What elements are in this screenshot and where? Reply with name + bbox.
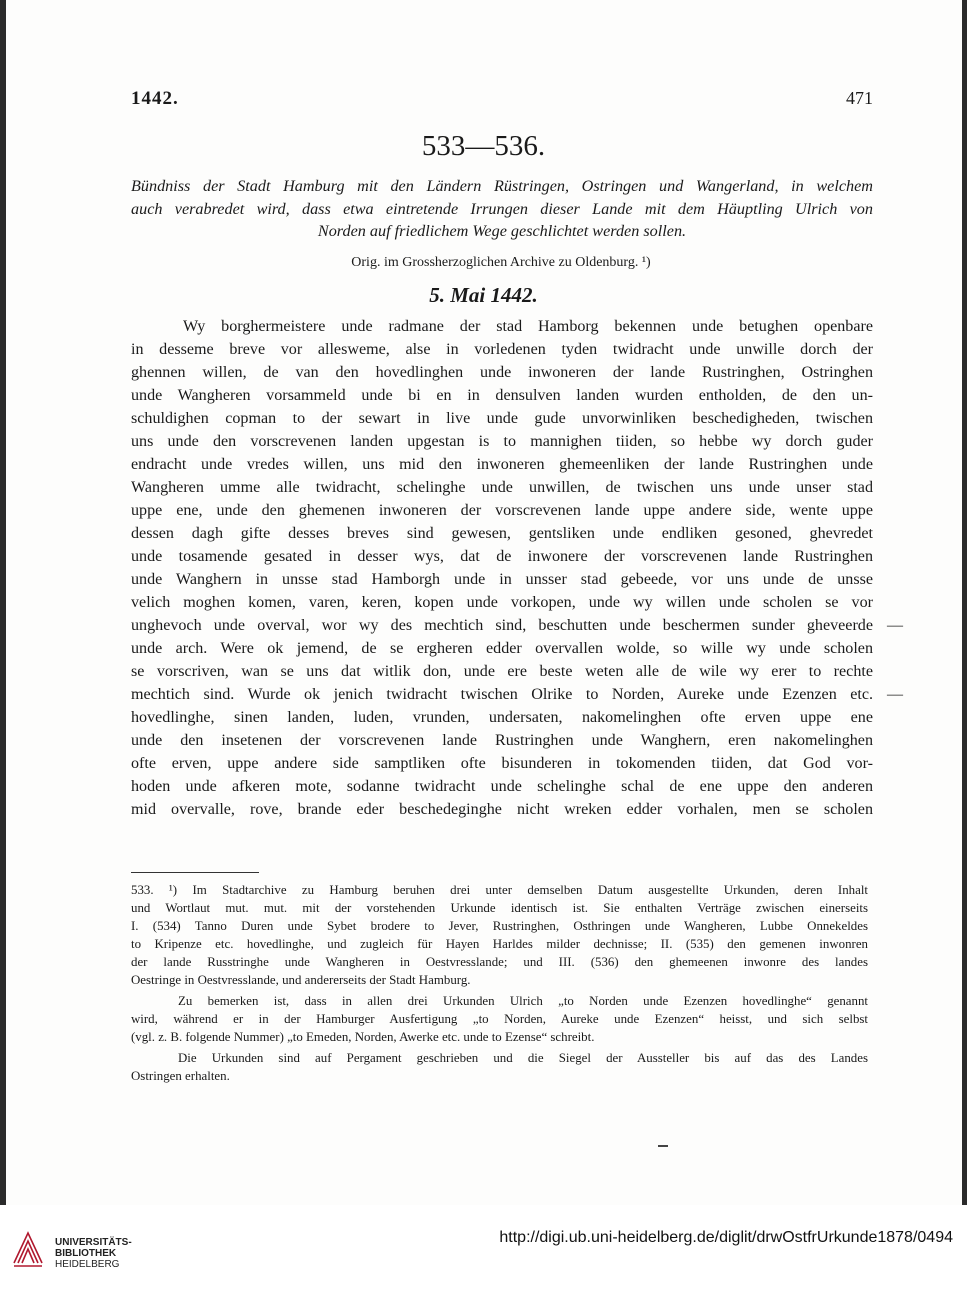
- body-line: Wangheren umme alle twidracht, schelinghe unde unwillen, de twischen uns unde unser stad: [131, 479, 873, 496]
- footnote-line: Oestringe in Oestvresslande, und andererseits der Stadt Hamburg.: [131, 973, 471, 987]
- footnote-line: I. (534) Tanno Duren unde Sybet brodere to Jever, Rustringhen, Osthringen unde Wangheren, Lubbe Onnekeldes: [131, 919, 868, 933]
- footnote-line: Ostringen erhalten.: [131, 1069, 230, 1083]
- footnote-line: wird, während er in der Hamburger Ausfertigung „to Norden, Aureke unde Ezenzen“ heisst, und sich selbst: [131, 1012, 868, 1026]
- body-line: unde tosamende gesated in desser wys, dat de inwonere der vorscrevenen lande Rustringhen: [131, 548, 873, 565]
- library-name-line: BIBLIOTHEK: [55, 1248, 117, 1259]
- library-name-line: UNIVERSITÄTS-: [55, 1237, 132, 1248]
- footnote-line: und Wortlaut mut. mut. mit der vorstehenden Urkunde identisch ist. Sie enthalten Verträge zwischen einerseits: [131, 901, 868, 915]
- title-line: Norden auf friedlichem Wege geschlichtet werden sollen.: [317, 222, 687, 240]
- body-line: se vorscriven, wan se uns dat witlik don, unde ere beste weten alle de wile wy erer to rechte: [131, 663, 873, 680]
- origin-note: Orig. im Grossherzoglichen Archive zu Oldenburg. ¹): [351, 255, 651, 270]
- document-number: 533—536.: [421, 130, 546, 162]
- body-line: unde Wangheren vorsammeld unde bi en in densulven landen wurden entholden, de den un-: [131, 387, 873, 404]
- footnote-line: (vgl. z. B. folgende Nummer) „to Emeden, Norden, Awerke etc. unde to Ezense“ schreibt.: [131, 1030, 595, 1044]
- scan-edge-right: [962, 0, 967, 1205]
- body-line: schuldighen copman to der sewart in live unde gude unvorwinliken beschedigheden, twischen: [131, 410, 873, 427]
- body-line: unde arch. Were ok jemend, de se ergheren edder overvallen wolde, so wille wy unde scholen: [131, 640, 873, 657]
- footnote-line: Die Urkunden sind auf Pergament geschrieben und die Siegel der Aussteller bis auf das des Landes: [178, 1051, 868, 1065]
- body-line: in desseme breve vor allesweme, alse in vorledenen tyden twidracht unde unwille dorch der: [131, 341, 873, 358]
- body-line: unde den insetenen der vorscrevenen lande Rustringhen unde Wanghern, eren nakomelinghen: [131, 732, 873, 749]
- body-line: dessen dagh gifte desses breves sind gewesen, gentsliken unde endliken gesoned, ghevredet: [131, 525, 873, 542]
- document-date: 5. Mai 1442.: [429, 283, 538, 307]
- page-number: 471: [846, 88, 873, 108]
- library-name-line: HEIDELBERG: [55, 1259, 120, 1270]
- title-line: auch verabredet wird, dass etwa eintretende Irrungen dieser Lande mit dem Häuptling Ulrich von: [131, 199, 873, 218]
- viewer-footer: [0, 1205, 967, 1289]
- university-library-logo-icon: [12, 1227, 44, 1269]
- running-head-year: 1442.: [131, 88, 179, 109]
- footnote-line: Zu bemerken ist, dass in allen drei Urkunden Ulrich „to Norden unde Ezenzen hovedlinghe“ genannt: [178, 994, 868, 1008]
- title-line: Bündniss der Stadt Hamburg mit den Ländern Rüstringen, Ostringen und Wangerland, in welchem: [131, 177, 873, 195]
- body-line: Wy borghermeistere unde radmane der stad Hamborg bekennen unde betughen openbare: [183, 318, 873, 335]
- body-line: hovedlinghe, sinen landen, luden, vrunden, undersaten, nakomelinghen ofte erven uppe ene: [131, 709, 873, 726]
- source-url[interactable]: http://digi.ub.uni-heidelberg.de/diglit/drwOstfrUrkunde1878/0494: [499, 1229, 953, 1246]
- body-line: velich moghen komen, varen, keren, kopen unde vorkopen, unde wy willen unde scholen se vor: [131, 594, 873, 611]
- body-line: mechtich sind. Wurde ok jenich twidracht twischen Olrike to Norden, Aureke unde Ezenzen etc.: [131, 686, 873, 703]
- document-title: [131, 175, 873, 243]
- body-line: ofte erven, uppe andere side samptliken ofte bisunderen in tokomenden tiiden, dat God vor-: [131, 755, 873, 772]
- body-line: unghevoch unde overval, wor wy des mechtich sind, beschutten unde beschermen sunder gheveerde: [131, 617, 873, 634]
- footnote-line: 533. ¹) Im Stadtarchive zu Hamburg beruhen drei unter demselben Datum ausgestellte Urkunden, deren Inhalt: [131, 883, 868, 897]
- body-line: ghennen willen, de van den hovedlinghen unde inwoneren der lande Rustringhen, Ostringhen: [131, 364, 873, 381]
- footnote-line: to Kripenze etc. hovedlinghe, und zugleich für Hayen Harldes milder dechnisse; II. (535) den gemenen inwonren: [131, 937, 868, 951]
- body-line: uppe ene, unde den ghemenen inwoneren der vorscrevenen lande uppe andere side, wente uppe: [131, 502, 873, 519]
- body-line: unde Wanghern in unsse stad Hamborgh unde in unsser stad gebeede, vor uns unde de unsse: [131, 571, 873, 588]
- footnote-line: der lande Russtringhe unde Wangheren in Oestvresslande; und III. (536) den ghemeenen inwonre des landes: [131, 955, 868, 969]
- page-mark: [658, 1145, 668, 1147]
- body-line: endracht unde vredes willen, uns mid den inwoneren ghemeenliken der lande Rustringhen unde: [131, 456, 873, 473]
- margin-dash: —: [887, 686, 903, 703]
- margin-dash: —: [887, 617, 903, 634]
- body-line: mid overvalle, rove, brande eder beschedeginghe nicht wreken edder vorhalen, men se scholen: [131, 801, 873, 818]
- scan-edge-left: [0, 0, 6, 1205]
- body-line: hoden unde afkeren mote, sodanne twidracht unde schelinghe schal de ene uppe den anderen: [131, 778, 873, 795]
- footnote-rule: [131, 872, 259, 873]
- body-line: uns unde den vorscrevenen landen upgestan is to mannighen tiiden, so hebbe wy dorch guder: [131, 433, 873, 450]
